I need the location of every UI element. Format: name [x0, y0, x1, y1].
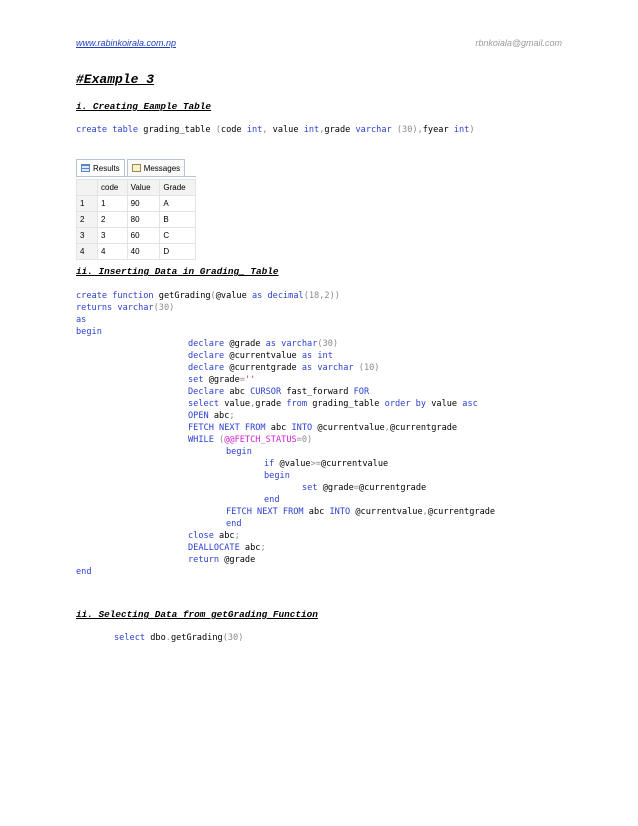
- table-row[interactable]: [77, 196, 196, 212]
- results-table: [76, 179, 196, 260]
- table-cell[interactable]: A: [160, 196, 196, 212]
- code-line: begin: [226, 447, 252, 457]
- table-cell[interactable]: C: [160, 228, 196, 244]
- code-select: select dbo.getGrading(30): [114, 633, 244, 643]
- code-line: return @grade: [188, 555, 256, 565]
- corner-cell: [77, 180, 98, 196]
- table-cell[interactable]: B: [160, 212, 196, 228]
- code-line: FETCH NEXT FROM abc INTO @currentvalue,@currentgrade: [226, 507, 496, 517]
- table-cell[interactable]: 90: [127, 196, 160, 212]
- results-grid: [76, 158, 196, 260]
- code-line: WHILE (@@FETCH_STATUS=0): [188, 435, 313, 445]
- code-line: Declare abc CURSOR fast_forward FOR: [188, 387, 370, 397]
- results-tabs: [76, 158, 196, 177]
- row-number: 3: [77, 228, 98, 244]
- table-cell[interactable]: 3: [98, 228, 128, 244]
- code-line: OPEN abc;: [188, 411, 235, 421]
- code-line: returns varchar(30): [76, 303, 175, 313]
- column-header: Value: [127, 180, 160, 196]
- table-row[interactable]: [77, 244, 196, 260]
- code-line: begin: [76, 327, 102, 337]
- table-cell[interactable]: 40: [127, 244, 160, 260]
- code-line: as: [76, 315, 87, 325]
- email-text: rbnkoiala@gmail.com: [475, 38, 562, 48]
- section-heading-function: ii. Inserting Data in Grading_ Table: [76, 266, 279, 277]
- code-line: if @value>=@currentvalue: [264, 459, 389, 469]
- section-heading-select: ii. Selecting Data from getGrading Function: [76, 609, 318, 620]
- code-line: set @grade='': [188, 375, 256, 385]
- table-cell[interactable]: D: [160, 244, 196, 260]
- tab-results[interactable]: [76, 159, 125, 176]
- grid-icon: [81, 164, 90, 172]
- table-cell[interactable]: 80: [127, 212, 160, 228]
- tab-messages[interactable]: [127, 159, 185, 176]
- code-line: end: [264, 495, 280, 505]
- code-line: close abc;: [188, 531, 240, 541]
- section-heading-create-table: i. Creating Eample Table: [76, 101, 212, 112]
- code-line: begin: [264, 471, 290, 481]
- column-header: Grade: [160, 180, 196, 196]
- code-line: declare @grade as varchar(30): [188, 339, 339, 349]
- page-title: #Example 3: [76, 72, 155, 87]
- tab-results-label: Results: [93, 163, 120, 173]
- table-row[interactable]: [77, 228, 196, 244]
- message-icon: [132, 164, 141, 172]
- table-row[interactable]: [77, 212, 196, 228]
- code-line: set @grade=@currentgrade: [302, 483, 427, 493]
- table-header-row: [77, 180, 196, 196]
- code-line: declare @currentgrade as varchar (10): [188, 363, 380, 373]
- code-line: end: [226, 519, 242, 529]
- table-cell[interactable]: 4: [98, 244, 128, 260]
- tab-messages-label: Messages: [143, 163, 181, 173]
- code-line: create function getGrading(@value as decimal(18,2)): [76, 291, 340, 301]
- code-line: end: [76, 567, 92, 577]
- code-line: declare @currentvalue as int: [188, 351, 333, 361]
- code-create-table: create table grading_table (code int, value int,grade varchar (30),fyear int): [76, 125, 475, 135]
- table-cell[interactable]: 1: [98, 196, 128, 212]
- code-line: FETCH NEXT FROM abc INTO @currentvalue,@currentgrade: [188, 423, 458, 433]
- row-number: 1: [77, 196, 98, 212]
- website-link[interactable]: www.rabinkoirala.com.np: [76, 38, 177, 48]
- row-number: 4: [77, 244, 98, 260]
- table-cell[interactable]: 60: [127, 228, 160, 244]
- code-line: select value,grade from grading_table order by value asc: [188, 399, 478, 409]
- column-header: code: [98, 180, 128, 196]
- code-line: DEALLOCATE abc;: [188, 543, 266, 553]
- table-cell[interactable]: 2: [98, 212, 128, 228]
- row-number: 2: [77, 212, 98, 228]
